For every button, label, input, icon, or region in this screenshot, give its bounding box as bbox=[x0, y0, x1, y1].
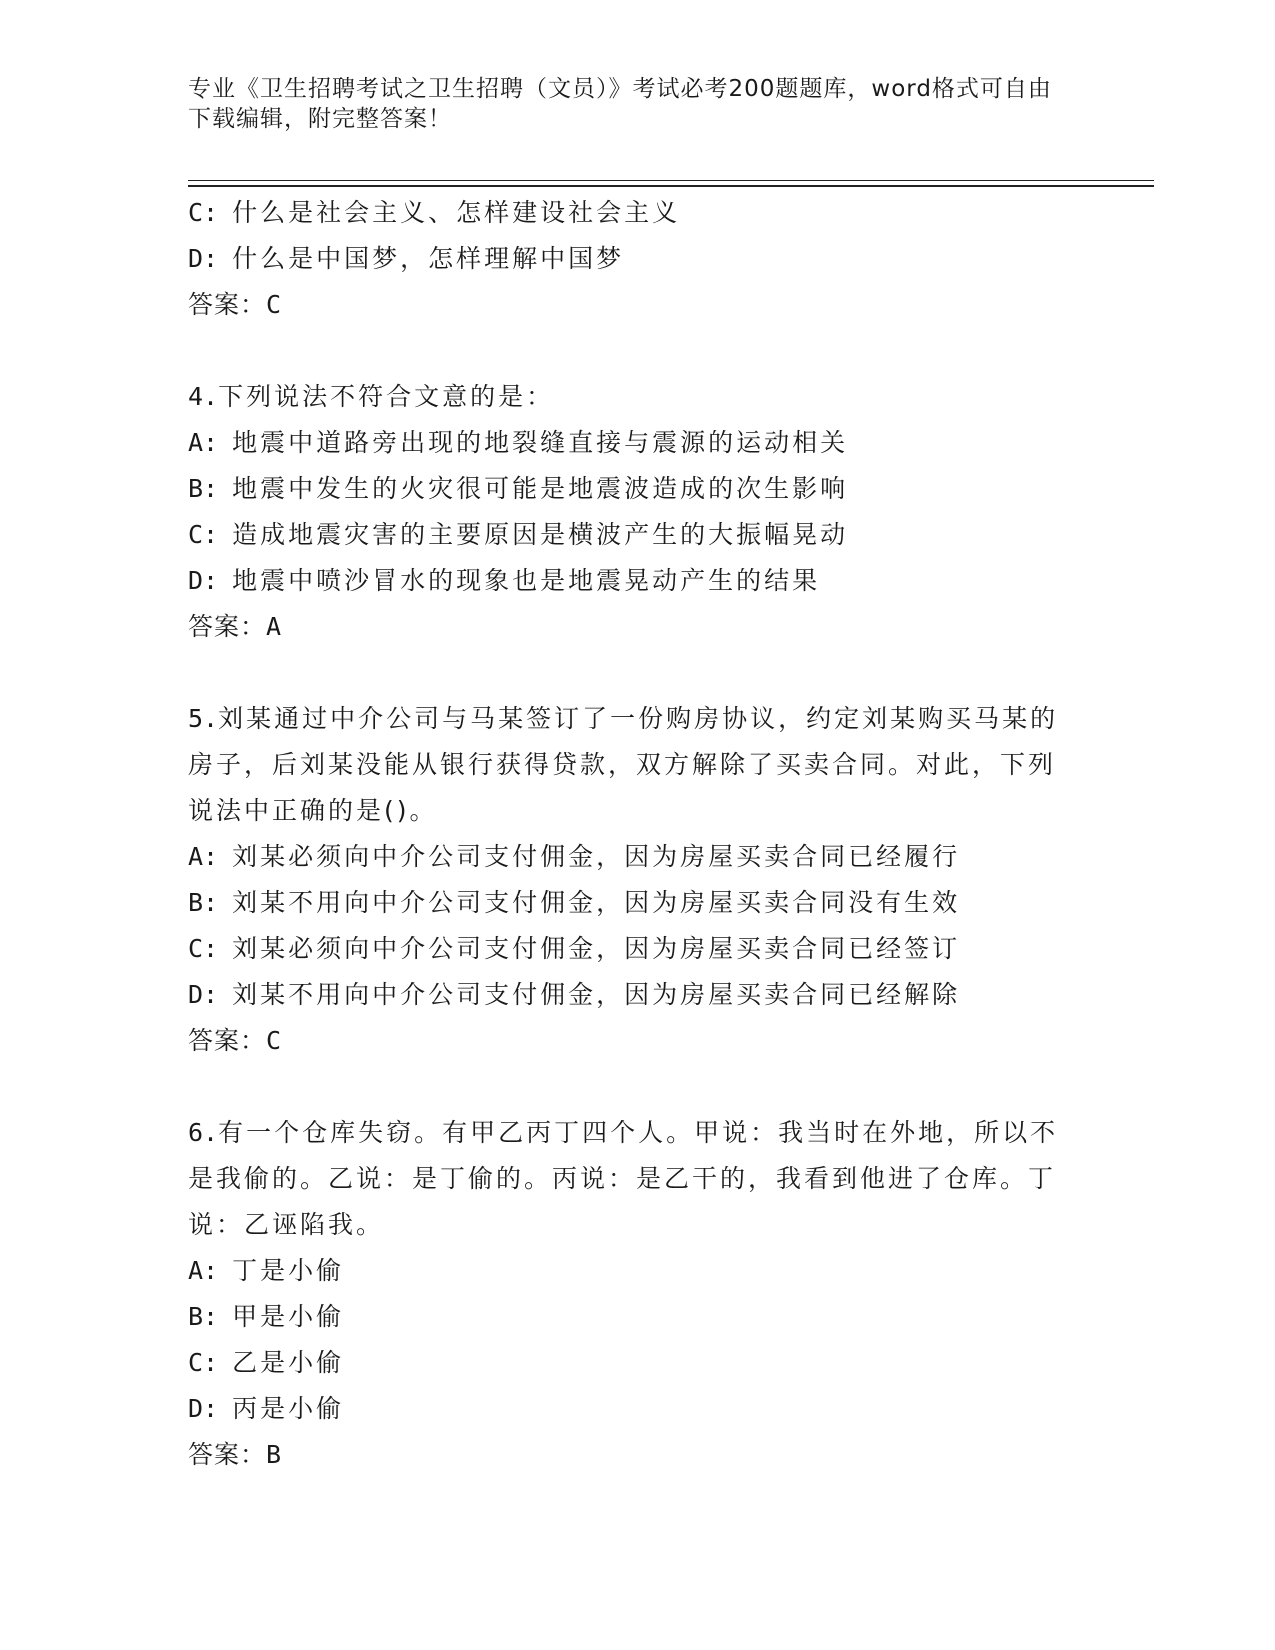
option-a: A: 丁是小偷 bbox=[188, 1256, 345, 1285]
option-a: A: 地震中道路旁出现的地裂缝直接与震源的运动相关 bbox=[188, 428, 849, 457]
header-rule-thin bbox=[188, 180, 1154, 181]
option-b: B: 刘某不用向中介公司支付佣金，因为房屋买卖合同没有生效 bbox=[188, 888, 961, 917]
answer-line: 答案：C bbox=[188, 290, 283, 319]
question-content bbox=[188, 190, 1088, 1478]
option-d: D: 刘某不用向中介公司支付佣金，因为房屋买卖合同已经解除 bbox=[188, 980, 961, 1009]
answer-line: 答案：C bbox=[188, 1026, 283, 1055]
answer-line: 答案：A bbox=[188, 612, 283, 641]
option-d: D: 地震中喷沙冒水的现象也是地震晃动产生的结果 bbox=[188, 566, 821, 595]
header-rule-thick bbox=[188, 185, 1154, 187]
option-d: D: 什么是中国梦，怎样理解中国梦 bbox=[188, 244, 625, 273]
option-c: C: 什么是社会主义、怎样建设社会主义 bbox=[188, 198, 681, 227]
document-header: 专业《卫生招聘考试之卫生招聘（文员）》考试必考200题题库，word格式可自由下载编辑，附完整答案！ bbox=[188, 76, 1052, 132]
question-stem-5: 5.刘某通过中介公司与马某签订了一份购房协议，约定刘某购买马某的房子，后刘某没能从银行获得贷款，双方解除了买卖合同。对此，下列说法中正确的是()。 bbox=[188, 704, 1059, 825]
answer-line: 答案：B bbox=[188, 1440, 283, 1469]
option-c: C: 乙是小偷 bbox=[188, 1348, 345, 1377]
option-b: B: 地震中发生的火灾很可能是地震波造成的次生影响 bbox=[188, 474, 849, 503]
option-d: D: 丙是小偷 bbox=[188, 1394, 345, 1423]
option-c: C: 造成地震灾害的主要原因是横波产生的大振幅晃动 bbox=[188, 520, 849, 549]
option-a: A: 刘某必须向中介公司支付佣金，因为房屋买卖合同已经履行 bbox=[188, 842, 961, 871]
option-c: C: 刘某必须向中介公司支付佣金，因为房屋买卖合同已经签订 bbox=[188, 934, 961, 963]
question-stem-4: 4.下列说法不符合文意的是： bbox=[188, 382, 555, 411]
question-stem-6: 6.有一个仓库失窃。有甲乙丙丁四个人。甲说：我当时在外地，所以不是我偷的。乙说：是丁偷的。丙说：是乙干的，我看到他进了仓库。丁说：乙诬陷我。 bbox=[188, 1118, 1059, 1239]
option-b: B: 甲是小偷 bbox=[188, 1302, 345, 1331]
